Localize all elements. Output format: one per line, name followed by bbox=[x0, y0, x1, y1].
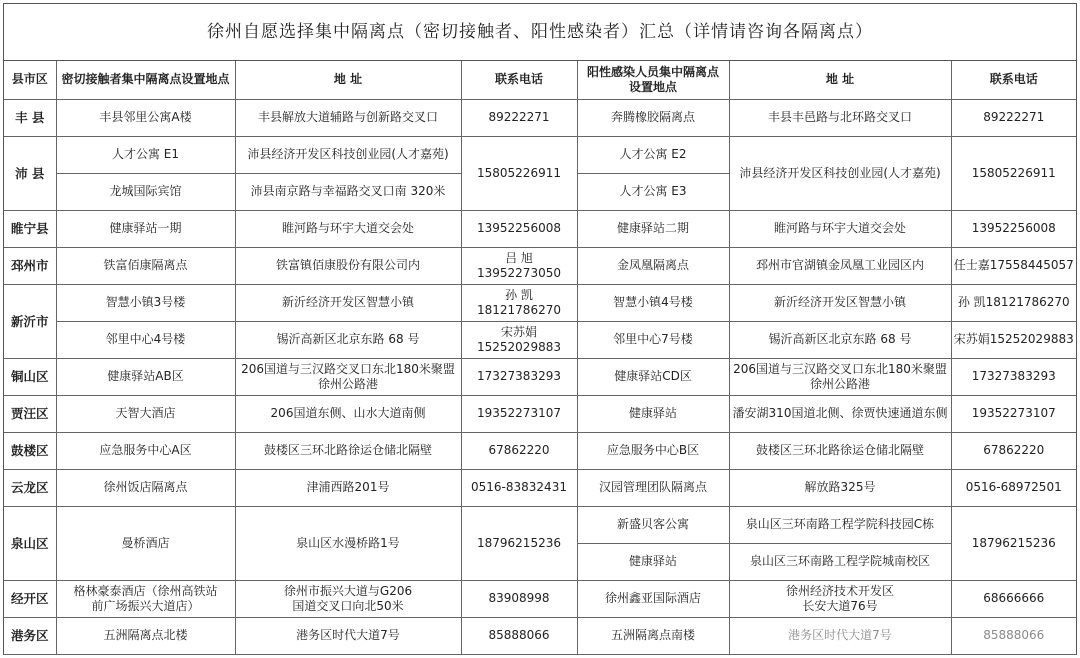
address-line: 徐州市振兴大道与G206 bbox=[283, 583, 413, 598]
close-site-cell: 铁富佰康隔离点 bbox=[56, 247, 235, 284]
positive-site-cell: 五洲隔离点南楼 bbox=[577, 617, 729, 654]
site-line: 前广场振兴大道店） bbox=[91, 598, 200, 613]
table-row bbox=[4, 99, 1076, 136]
county-cell: 新沂市 bbox=[4, 284, 56, 358]
close-site-cell: 曼桥酒店 bbox=[56, 506, 235, 580]
positive-site-cell: 金凤凰隔离点 bbox=[577, 247, 729, 284]
quarantine-summary-sheet bbox=[3, 3, 1077, 655]
contact-phone: 13952273050 bbox=[477, 265, 561, 280]
close-site-cell: 丰县邻里公寓A楼 bbox=[56, 99, 235, 136]
positive-site-cell: 奔腾橡胶隔离点 bbox=[577, 99, 729, 136]
positive-site-cell: 健康驿站 bbox=[577, 543, 729, 580]
county-cell: 鼓楼区 bbox=[4, 432, 56, 469]
close-phone-cell: 85888066 bbox=[461, 617, 577, 654]
positive-phone-cell: 19352273107 bbox=[951, 395, 1076, 432]
positive-address-cell: 港务区时代大道7号 bbox=[729, 617, 951, 654]
positive-site-cell: 徐州鑫亚国际酒店 bbox=[577, 580, 729, 617]
county-cell: 云龙区 bbox=[4, 469, 56, 506]
close-site-cell: 健康驿站AB区 bbox=[56, 358, 235, 395]
table-row bbox=[4, 210, 1076, 247]
contact-phone: 15252029883 bbox=[477, 339, 561, 354]
close-address-cell: 锡沂高新区北京东路 68 号 bbox=[235, 321, 461, 358]
contact-name: 孙 凯 bbox=[505, 287, 533, 302]
positive-site-cell: 邻里中心7号楼 bbox=[577, 321, 729, 358]
table-row bbox=[4, 136, 1076, 173]
positive-address-cell: 泉山区三环南路工程学院科技园C栋 bbox=[729, 506, 951, 543]
address-line: 长安大道76号 bbox=[802, 598, 878, 613]
county-cell: 睢宁县 bbox=[4, 210, 56, 247]
close-site-cell: 徐州饭店隔离点 bbox=[56, 469, 235, 506]
close-phone-cell: 15805226911 bbox=[461, 136, 577, 210]
close-site-cell: 龙城国际宾馆 bbox=[56, 173, 235, 210]
close-site-cell: 人才公寓 E1 bbox=[56, 136, 235, 173]
address-line: 徐州公路港 bbox=[809, 376, 870, 391]
positive-phone-cell: 17327383293 bbox=[951, 358, 1076, 395]
close-address-cell bbox=[235, 358, 461, 395]
positive-phone-cell: 85888066 bbox=[951, 617, 1076, 654]
county-cell: 经开区 bbox=[4, 580, 56, 617]
header-positive-site bbox=[577, 61, 729, 99]
positive-address-cell: 沛县经济开发区科技创业园(人才嘉苑) bbox=[729, 136, 951, 210]
positive-address-cell bbox=[729, 580, 951, 617]
quarantine-table bbox=[4, 61, 1076, 655]
positive-site-cell: 健康驿站 bbox=[577, 395, 729, 432]
contact-phone: 18121786270 bbox=[477, 302, 561, 317]
close-phone-cell: 19352273107 bbox=[461, 395, 577, 432]
close-phone-cell bbox=[461, 284, 577, 321]
positive-address-cell: 睢河路与环宇大道交会处 bbox=[729, 210, 951, 247]
site-line: 格林豪泰酒店（徐州高铁站 bbox=[73, 583, 218, 598]
positive-address-cell: 新沂经济开发区智慧小镇 bbox=[729, 284, 951, 321]
header-positive-site-line2: 设置地点 bbox=[628, 79, 677, 94]
close-address-cell: 206国道东侧、山水大道南侧 bbox=[235, 395, 461, 432]
table-row bbox=[4, 395, 1076, 432]
positive-site-cell: 应急服务中心B区 bbox=[577, 432, 729, 469]
county-cell: 沛 县 bbox=[4, 136, 56, 210]
positive-phone-cell: 89222271 bbox=[951, 99, 1076, 136]
close-address-cell: 津浦西路201号 bbox=[235, 469, 461, 506]
header-close-phone: 联系电话 bbox=[461, 61, 577, 99]
positive-site-cell: 智慧小镇4号楼 bbox=[577, 284, 729, 321]
close-site-cell: 邻里中心4号楼 bbox=[56, 321, 235, 358]
address-line: 徐州公路港 bbox=[317, 376, 378, 391]
county-cell: 丰 县 bbox=[4, 99, 56, 136]
table-row bbox=[4, 580, 1076, 617]
positive-address-cell: 丰县丰邑路与北环路交叉口 bbox=[729, 99, 951, 136]
close-address-cell: 铁富镇佰康股份有限公司内 bbox=[235, 247, 461, 284]
close-address-cell: 睢河路与环宇大道交会处 bbox=[235, 210, 461, 247]
positive-site-cell: 人才公寓 E3 bbox=[577, 173, 729, 210]
close-phone-cell: 67862220 bbox=[461, 432, 577, 469]
close-phone-cell bbox=[461, 247, 577, 284]
positive-site-cell: 健康驿站CD区 bbox=[577, 358, 729, 395]
header-row bbox=[4, 61, 1076, 99]
positive-phone-cell: 68666666 bbox=[951, 580, 1076, 617]
address-line: 206国道与三汉路交叉口东北180米聚盟 bbox=[733, 361, 947, 376]
county-cell: 港务区 bbox=[4, 617, 56, 654]
positive-phone-cell: 13952256008 bbox=[951, 210, 1076, 247]
close-site-cell: 健康驿站一期 bbox=[56, 210, 235, 247]
close-phone-cell bbox=[461, 321, 577, 358]
close-phone-cell: 18796215236 bbox=[461, 506, 577, 580]
positive-address-cell: 邳州市官湖镇金凤凰工业园区内 bbox=[729, 247, 951, 284]
table-row bbox=[4, 469, 1076, 506]
positive-address-cell: 锡沂高新区北京东路 68 号 bbox=[729, 321, 951, 358]
close-site-cell: 应急服务中心A区 bbox=[56, 432, 235, 469]
close-address-cell: 港务区时代大道7号 bbox=[235, 617, 461, 654]
header-close-address: 地 址 bbox=[235, 61, 461, 99]
positive-phone-cell: 孙 凯18121786270 bbox=[951, 284, 1076, 321]
address-line: 徐州经济技术开发区 bbox=[785, 583, 894, 598]
positive-address-cell: 解放路325号 bbox=[729, 469, 951, 506]
table-row bbox=[4, 617, 1076, 654]
close-site-cell bbox=[56, 580, 235, 617]
county-cell: 邳州市 bbox=[4, 247, 56, 284]
close-address-cell: 沛县南京路与幸福路交叉口南 320米 bbox=[235, 173, 461, 210]
close-site-cell: 智慧小镇3号楼 bbox=[56, 284, 235, 321]
close-phone-cell: 17327383293 bbox=[461, 358, 577, 395]
close-phone-cell: 0516-83832431 bbox=[461, 469, 577, 506]
table-row bbox=[4, 321, 1076, 358]
close-phone-cell: 13952256008 bbox=[461, 210, 577, 247]
close-phone-cell: 89222271 bbox=[461, 99, 577, 136]
close-phone-cell: 83908998 bbox=[461, 580, 577, 617]
address-line: 国道交叉口向北50米 bbox=[292, 598, 404, 613]
positive-phone-cell: 18796215236 bbox=[951, 506, 1076, 580]
close-address-cell: 新沂经济开发区智慧小镇 bbox=[235, 284, 461, 321]
header-positive-address: 地 址 bbox=[729, 61, 951, 99]
positive-site-cell: 汉园管理团队隔离点 bbox=[577, 469, 729, 506]
close-address-cell: 鼓楼区三环北路徐运仓储北隔壁 bbox=[235, 432, 461, 469]
positive-phone-cell: 15805226911 bbox=[951, 136, 1076, 210]
contact-name: 宋苏娟 bbox=[500, 324, 537, 339]
positive-site-cell: 健康驿站二期 bbox=[577, 210, 729, 247]
county-cell: 泉山区 bbox=[4, 506, 56, 580]
table-row bbox=[4, 247, 1076, 284]
positive-phone-cell: 任士嘉17558445057 bbox=[951, 247, 1076, 284]
close-address-cell: 丰县解放大道辅路与创新路交叉口 bbox=[235, 99, 461, 136]
table-row bbox=[4, 506, 1076, 543]
positive-phone-cell: 0516-68972501 bbox=[951, 469, 1076, 506]
header-close-site: 密切接触者集中隔离点设置地点 bbox=[56, 61, 235, 99]
positive-phone-cell: 67862220 bbox=[951, 432, 1076, 469]
positive-address-cell: 泉山区三环南路工程学院城南校区 bbox=[729, 543, 951, 580]
county-cell: 贾汪区 bbox=[4, 395, 56, 432]
close-address-cell: 泉山区水漫桥路1号 bbox=[235, 506, 461, 580]
county-cell: 铜山区 bbox=[4, 358, 56, 395]
close-address-cell: 沛县经济开发区科技创业园(人才嘉苑) bbox=[235, 136, 461, 173]
header-county: 县市区 bbox=[4, 61, 56, 99]
close-address-cell bbox=[235, 580, 461, 617]
contact-name: 吕 旭 bbox=[505, 250, 533, 265]
table-row bbox=[4, 284, 1076, 321]
header-positive-phone: 联系电话 bbox=[951, 61, 1076, 99]
positive-site-cell: 人才公寓 E2 bbox=[577, 136, 729, 173]
positive-phone-cell: 宋苏娟15252029883 bbox=[951, 321, 1076, 358]
close-site-cell: 天智大酒店 bbox=[56, 395, 235, 432]
close-site-cell: 五洲隔离点北楼 bbox=[56, 617, 235, 654]
positive-address-cell: 潘安湖310国道北侧、徐贾快速通道东侧 bbox=[729, 395, 951, 432]
positive-site-cell: 新盛贝客公寓 bbox=[577, 506, 729, 543]
header-positive-site-line1: 阳性感染人员集中隔离点 bbox=[586, 64, 719, 79]
positive-address-cell: 鼓楼区三环北路徐运仓储北隔壁 bbox=[729, 432, 951, 469]
page-title: 徐州自愿选择集中隔离点（密切接触者、阳性感染者）汇总（详情请咨询各隔离点） bbox=[4, 4, 1076, 61]
table-row bbox=[4, 432, 1076, 469]
positive-address-cell bbox=[729, 358, 951, 395]
table-row bbox=[4, 358, 1076, 395]
address-line: 206国道与三汉路交叉口东北180米聚盟 bbox=[241, 361, 455, 376]
